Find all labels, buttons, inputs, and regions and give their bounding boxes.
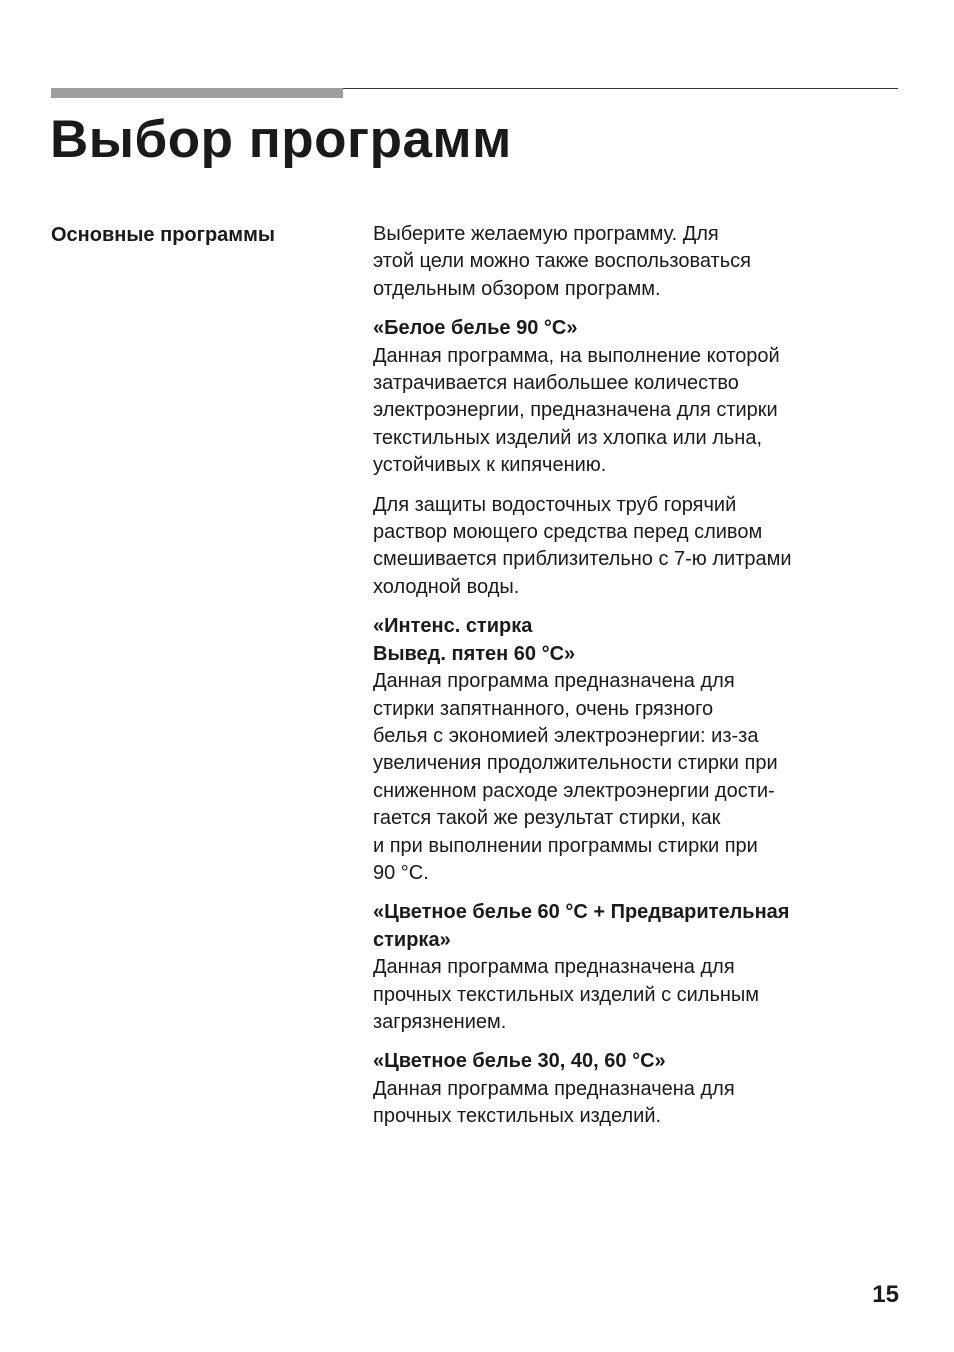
program-colored-60-prewash	[373, 899, 903, 1036]
content-column	[373, 221, 903, 1143]
page-number: 15	[872, 1281, 899, 1308]
program-heading: «Белое белье 90 °С»	[373, 317, 578, 340]
program-note: Для защиты водосточных труб горячий раствор моющего средства перед сливом смешивается приблизительно с 7-ю литрами холодной воды.	[373, 493, 792, 598]
intro-paragraph: Выберите желаемую программу. Для этой цели можно также воспользоваться отдельным обзором программ.	[373, 223, 751, 300]
program-description: Данная программа, на выполнение которой затрачивается наибольшее количество электроэнергии, предназначена для стирки текстильных изделий из хлопка или льна, устойчивых к кипячению.	[373, 344, 780, 477]
page-title: Выбор программ	[50, 110, 512, 169]
program-heading: «Интенс. стирка Вывед. пятен 60 °С»	[373, 615, 576, 665]
header-accent-bar	[51, 88, 343, 98]
program-heading: «Цветное белье 30, 40, 60 °С»	[373, 1050, 666, 1073]
program-white-laundry-90	[373, 315, 903, 601]
program-description: Данная программа предназначена для прочных текстильных изделий.	[373, 1077, 735, 1128]
program-description: Данная программа предназначена для прочных текстильных изделий с сильным загрязнением.	[373, 956, 760, 1033]
program-colored-30-40-60	[373, 1048, 903, 1130]
program-intensive-stain-60	[373, 613, 903, 887]
program-heading: «Цветное белье 60 °С + Предварительная стирка»	[373, 901, 790, 951]
section-label: Основные программы	[51, 224, 275, 246]
program-description: Данная программа предназначена для стирки запятнанного, очень грязного белья с экономией электроэнергии: из-за увеличения продолжительности стирки при сниженном расходе электроэнергии дости- гается такой же результат стирки, как и при выполнении программы стирки при 90 °С.	[373, 670, 778, 884]
